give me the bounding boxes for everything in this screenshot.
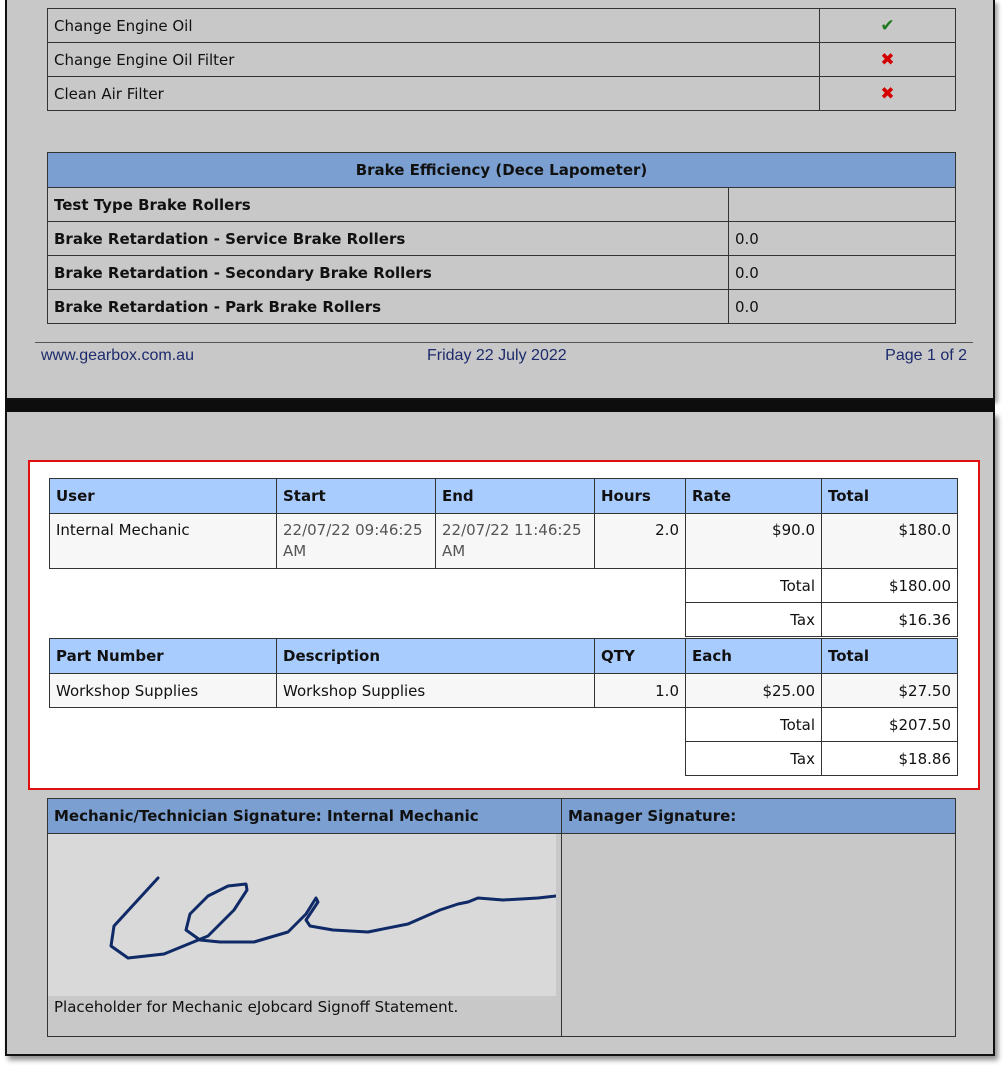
summary-label: Total bbox=[686, 569, 822, 603]
cross-icon: ✖ bbox=[820, 77, 956, 111]
brake-test-value bbox=[729, 188, 956, 222]
part-qty: 1.0 bbox=[595, 674, 686, 708]
part-each: $25.00 bbox=[686, 674, 822, 708]
column-header: Hours bbox=[595, 479, 686, 514]
table-header-row bbox=[48, 799, 956, 834]
labour-start: 22/07/22 09:46:25 AM bbox=[277, 514, 436, 569]
task-name: Clean Air Filter bbox=[48, 77, 820, 111]
table-row bbox=[686, 603, 958, 637]
labour-tax: $16.36 bbox=[822, 603, 958, 637]
brake-test-value: 0.0 bbox=[729, 290, 956, 324]
column-header: Each bbox=[686, 639, 822, 674]
parts-summary-table bbox=[685, 707, 958, 776]
table-row bbox=[686, 742, 958, 776]
table-header-row bbox=[50, 479, 958, 514]
brake-test-label: Brake Retardation - Secondary Brake Rollers bbox=[48, 256, 729, 290]
labour-summary-table bbox=[685, 568, 958, 637]
report-page-1 bbox=[5, 0, 995, 400]
report-page-2 bbox=[5, 412, 995, 1056]
part-description: Workshop Supplies bbox=[277, 674, 595, 708]
labour-grand-total: $180.00 bbox=[822, 569, 958, 603]
brake-test-label: Test Type Brake Rollers bbox=[48, 188, 729, 222]
parts-grand-total: $207.50 bbox=[822, 708, 958, 742]
mechanic-signature-cell bbox=[48, 834, 562, 1037]
labour-user: Internal Mechanic bbox=[50, 514, 277, 569]
signature-table bbox=[47, 798, 956, 1037]
summary-label: Total bbox=[686, 708, 822, 742]
labour-table bbox=[49, 478, 958, 569]
parts-table bbox=[49, 638, 958, 708]
table-row bbox=[48, 256, 956, 290]
table-row bbox=[48, 222, 956, 256]
brake-test-value: 0.0 bbox=[729, 256, 956, 290]
table-row bbox=[48, 290, 956, 324]
column-header: User bbox=[50, 479, 277, 514]
brake-efficiency-table bbox=[47, 152, 956, 324]
manager-signature-header: Manager Signature: bbox=[562, 799, 956, 834]
column-header: QTY bbox=[595, 639, 686, 674]
mechanic-signature-image bbox=[48, 834, 556, 996]
table-row bbox=[48, 834, 956, 1037]
task-name: Change Engine Oil Filter bbox=[48, 43, 820, 77]
column-header: Total bbox=[822, 639, 958, 674]
brake-test-value: 0.0 bbox=[729, 222, 956, 256]
table-row bbox=[686, 569, 958, 603]
labour-total: $180.0 bbox=[822, 514, 958, 569]
highlighted-costs-region bbox=[28, 460, 980, 790]
labour-hours: 2.0 bbox=[595, 514, 686, 569]
table-row bbox=[48, 188, 956, 222]
part-number: Workshop Supplies bbox=[50, 674, 277, 708]
page-divider bbox=[5, 400, 995, 412]
brake-test-label: Brake Retardation - Park Brake Rollers bbox=[48, 290, 729, 324]
table-row bbox=[50, 514, 958, 569]
table-row bbox=[686, 708, 958, 742]
column-header: Rate bbox=[686, 479, 822, 514]
page-footer bbox=[35, 342, 973, 372]
parts-tax: $18.86 bbox=[822, 742, 958, 776]
footer-website: www.gearbox.com.au bbox=[41, 347, 194, 364]
column-header: Description bbox=[277, 639, 595, 674]
summary-label: Tax bbox=[686, 603, 822, 637]
footer-date: Friday 22 July 2022 bbox=[427, 347, 567, 364]
table-row bbox=[48, 9, 956, 43]
table-row bbox=[50, 674, 958, 708]
part-total: $27.50 bbox=[822, 674, 958, 708]
column-header: End bbox=[436, 479, 595, 514]
column-header: Total bbox=[822, 479, 958, 514]
cross-icon: ✖ bbox=[820, 43, 956, 77]
service-checklist-table bbox=[47, 8, 956, 111]
column-header: Part Number bbox=[50, 639, 277, 674]
signoff-statement: Placeholder for Mechanic eJobcard Signoff Statement. bbox=[54, 998, 459, 1016]
check-icon: ✔ bbox=[820, 9, 956, 43]
footer-page-number: Page 1 of 2 bbox=[885, 347, 967, 364]
summary-label: Tax bbox=[686, 742, 822, 776]
task-name: Change Engine Oil bbox=[48, 9, 820, 43]
brake-table-title: Brake Efficiency (Dece Lapometer) bbox=[48, 153, 956, 188]
manager-signature-cell bbox=[562, 834, 956, 1037]
brake-test-label: Brake Retardation - Service Brake Rollers bbox=[48, 222, 729, 256]
mechanic-signature-header: Mechanic/Technician Signature: Internal Mechanic bbox=[48, 799, 562, 834]
labour-rate: $90.0 bbox=[686, 514, 822, 569]
table-row bbox=[48, 43, 956, 77]
table-row bbox=[48, 77, 956, 111]
table-header-row bbox=[50, 639, 958, 674]
column-header: Start bbox=[277, 479, 436, 514]
labour-end: 22/07/22 11:46:25 AM bbox=[436, 514, 595, 569]
